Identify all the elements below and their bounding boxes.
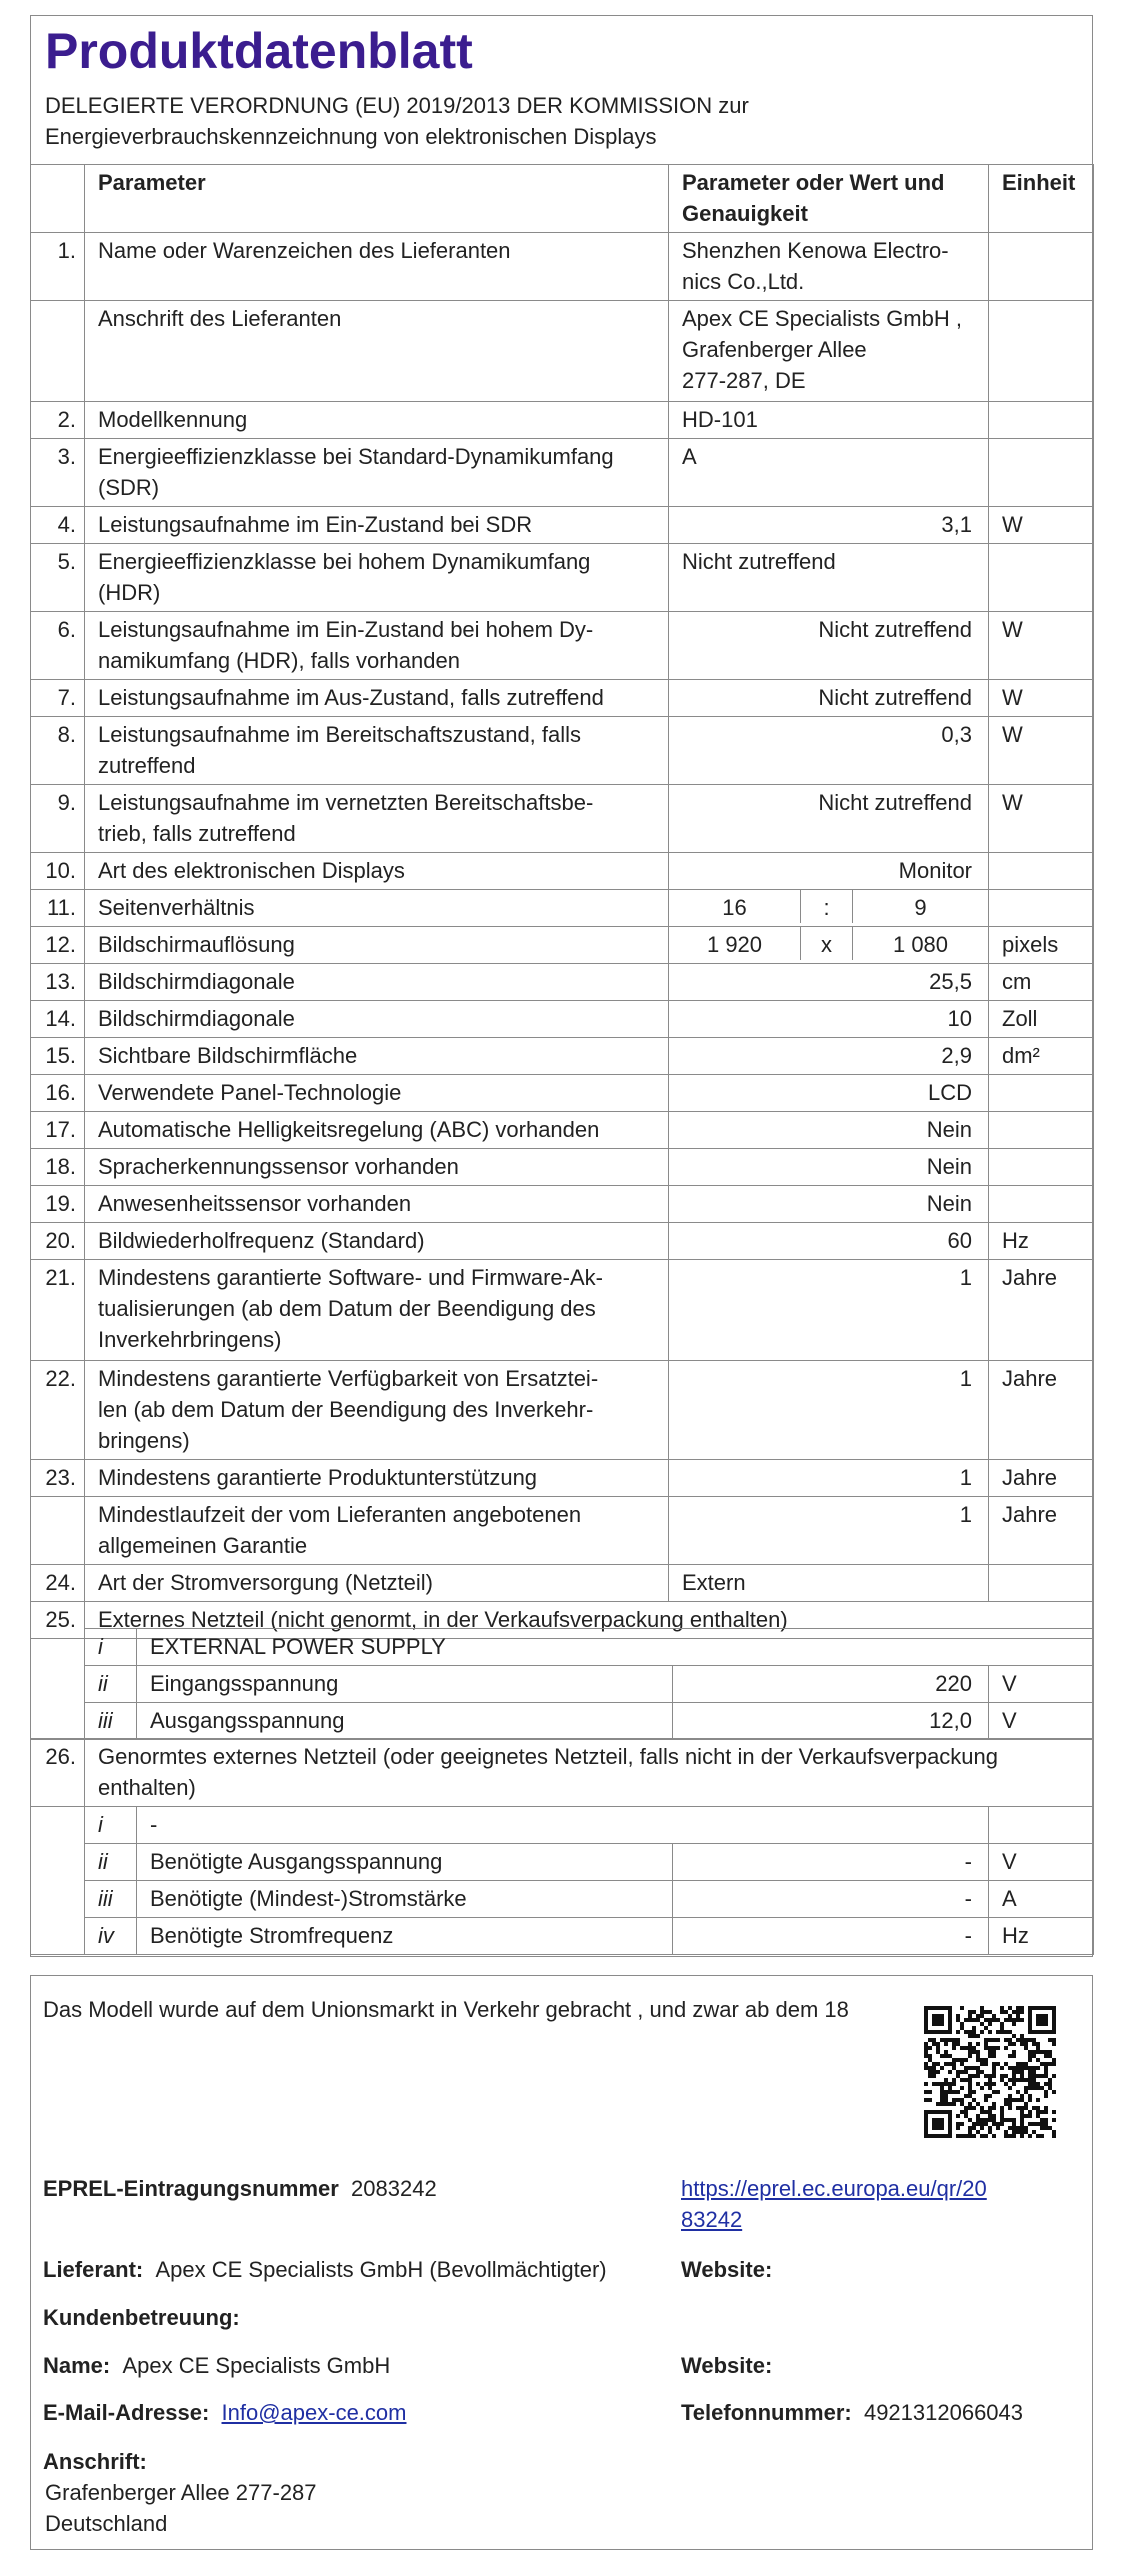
table-row: [31, 402, 1094, 439]
customer-support-label: Kundenbetreuung:: [43, 2305, 240, 2330]
value-cell: 2,9: [669, 1038, 989, 1075]
unit-cell: W: [989, 507, 1094, 544]
value-cell: 10: [669, 1001, 989, 1038]
std-psu-row: [31, 1918, 1094, 1955]
unit-cell: pixels: [989, 927, 1094, 964]
email-line: E-Mail-Adresse: Info@apex-ce.com: [43, 2400, 407, 2425]
parameter-cell: Mindestens garantierte Produktunterstützung: [85, 1460, 669, 1497]
parameter-cell: Sichtbare Bildschirmfläche: [85, 1038, 669, 1075]
row-number: 9.: [31, 785, 85, 853]
row-number: 23.: [31, 1460, 85, 1497]
unit-cell: W: [989, 717, 1094, 785]
unit-cell: [989, 439, 1094, 507]
table-row: [31, 717, 1094, 785]
psu-row: [31, 1703, 1094, 1740]
row-number: [31, 1703, 85, 1740]
unit-cell: Jahre: [989, 1460, 1094, 1497]
value-cell: 1: [669, 1260, 989, 1361]
row-number: 8.: [31, 717, 85, 785]
unit-cell: W: [989, 612, 1094, 680]
row-number: [31, 1629, 85, 1666]
row-number: 3.: [31, 439, 85, 507]
table-row: [31, 1739, 1094, 1807]
eprel-number: EPREL-Eintragungsnummer 2083242: [43, 2176, 437, 2201]
parameter-cell: Anschrift des Lieferanten: [85, 301, 669, 402]
value-cell: Nicht zutreffend: [669, 785, 989, 853]
sub-value: -: [673, 1844, 989, 1881]
row-number: 17.: [31, 1112, 85, 1149]
table-row: [31, 1223, 1094, 1260]
sub-value: -: [673, 1918, 989, 1955]
row-number: 22.: [31, 1361, 85, 1460]
row-number: 20.: [31, 1223, 85, 1260]
qr-code-icon[interactable]: [924, 2006, 1056, 2138]
subtitle-line: Energieverbrauchskennzeichnung von elektronischen Displays: [45, 124, 657, 149]
table-row: [31, 1149, 1094, 1186]
header-cell-number: [31, 165, 85, 233]
table-row: [31, 680, 1094, 717]
unit-cell: [989, 1149, 1094, 1186]
unit-cell: Jahre: [989, 1361, 1094, 1460]
value-cell: Nein: [669, 1112, 989, 1149]
unit-cell: [989, 1186, 1094, 1223]
sub-value: 12,0: [673, 1703, 989, 1740]
table-row: [31, 544, 1094, 612]
table-row: [31, 1075, 1094, 1112]
value-cell: A: [669, 439, 989, 507]
value-cell: LCD: [669, 1075, 989, 1112]
unit-cell: Jahre: [989, 1497, 1094, 1565]
row-number: 12.: [31, 927, 85, 964]
row-number: 14.: [31, 1001, 85, 1038]
table-row: [31, 439, 1094, 507]
parameter-cell: Leistungsaufnahme im Ein-Zustand bei hohem Dy- namikumfang (HDR), falls vorhanden: [85, 612, 669, 680]
row-number: 1.: [31, 233, 85, 301]
row-number: [31, 1666, 85, 1703]
table-row: [31, 1038, 1094, 1075]
value-cell: 1: [669, 1497, 989, 1565]
table-row: [31, 927, 1094, 964]
website-label: Website:: [681, 2257, 773, 2282]
parameter-cell: Leistungsaufnahme im vernetzten Bereitschaftsbe- trieb, falls zutreffend: [85, 785, 669, 853]
table-row: [31, 1460, 1094, 1497]
unit-cell: [989, 1075, 1094, 1112]
sub-index: iv: [85, 1918, 137, 1955]
row-number: [31, 1497, 85, 1565]
address-block: Anschrift: Grafenberger Allee 277-287 Deutschland: [43, 2449, 317, 2536]
contact-name: Name: Apex CE Specialists GmbH: [43, 2353, 391, 2378]
table-row: [31, 1260, 1094, 1361]
value-cell: 25,5: [669, 964, 989, 1001]
parameter-cell: Art der Stromversorgung (Netzteil): [85, 1565, 669, 1602]
parameter-cell: Bildschirmauflösung: [85, 927, 669, 964]
value-cell: Shenzhen Kenowa Electro- nics Co.,Ltd.: [669, 233, 989, 301]
standard-psu-table: [30, 1738, 1094, 1955]
parameter-cell: Bildwiederholfrequenz (Standard): [85, 1223, 669, 1260]
row-number: 19.: [31, 1186, 85, 1223]
sub-label: Benötigte Ausgangsspannung: [137, 1844, 673, 1881]
sub-index: iii: [85, 1703, 137, 1740]
sub-index: ii: [85, 1666, 137, 1703]
header-cell-value: Parameter oder Wert und Genauigkeit: [669, 165, 989, 233]
eprel-link[interactable]: https://eprel.ec.europa.eu/qr/20 83242: [681, 2176, 987, 2232]
parameter-cell: Genormtes externes Netzteil (oder geeignetes Netzteil, falls nicht in der Verkaufsverpackung enthalten): [85, 1739, 1094, 1807]
sub-label: Benötigte (Mindest-)Stromstärke: [137, 1881, 673, 1918]
sub-label: Ausgangsspannung: [137, 1703, 673, 1740]
sub-unit: A: [989, 1881, 1094, 1918]
supplier-info-box: [30, 1975, 1093, 2550]
psu-row: [31, 1666, 1094, 1703]
sub-index: iii: [85, 1881, 137, 1918]
table-row: [31, 853, 1094, 890]
row-number: 10.: [31, 853, 85, 890]
sub-label: EXTERNAL POWER SUPPLY: [137, 1629, 1094, 1666]
row-number: 5.: [31, 544, 85, 612]
value-cell: Apex CE Specialists GmbH , Grafenberger Allee 277-287, DE: [669, 301, 989, 402]
value-cell: 0,3: [669, 717, 989, 785]
table-row: [31, 964, 1094, 1001]
row-number: 13.: [31, 964, 85, 1001]
parameter-cell: Bildschirmdiagonale: [85, 964, 669, 1001]
table-row: [31, 785, 1094, 853]
unit-cell: [989, 890, 1094, 927]
unit-cell: [989, 402, 1094, 439]
parameter-cell: Art des elektronischen Displays: [85, 853, 669, 890]
market-placement-text: Das Modell wurde auf dem Unionsmarkt in Verkehr gebracht , und zwar ab dem 18: [43, 1997, 849, 2022]
row-number: 7.: [31, 680, 85, 717]
value-cell: Nicht zutreffend: [669, 612, 989, 680]
value-cell: 3,1: [669, 507, 989, 544]
value-cell: 1 920 x 1 080: [669, 927, 989, 964]
sub-value: 220: [673, 1666, 989, 1703]
parameter-cell: Name oder Warenzeichen des Lieferanten: [85, 233, 669, 301]
sub-index: ii: [85, 1844, 137, 1881]
parameter-cell: Mindestens garantierte Verfügbarkeit von Ersatztei- len (ab dem Datum der Beendigung des Inverkehr- bringens): [85, 1361, 669, 1460]
table-row: [31, 1565, 1094, 1602]
parameter-cell: Mindestens garantierte Software- und Firmware-Ak- tualisierungen (ab dem Datum der Beendigung des Inverkehrbringens): [85, 1260, 669, 1361]
unit-cell: [989, 301, 1094, 402]
value-cell: Nicht zutreffend: [669, 544, 989, 612]
table-row: [31, 1186, 1094, 1223]
row-number: 4.: [31, 507, 85, 544]
row-number: 26.: [31, 1739, 85, 1807]
row-number: [31, 1881, 85, 1918]
row-number: 21.: [31, 1260, 85, 1361]
table-row: [31, 890, 1094, 927]
sub-unit: V: [989, 1666, 1094, 1703]
parameter-cell: Externes Netzteil (nicht genormt, in der Verkaufsverpackung enthalten): [85, 1602, 1094, 1639]
sub-unit: V: [989, 1703, 1094, 1740]
table-row: [31, 1361, 1094, 1460]
unit-cell: Hz: [989, 1223, 1094, 1260]
header-cell-parameter: Parameter: [85, 165, 669, 233]
sub-index: i: [85, 1807, 137, 1844]
regulation-subtitle: [45, 90, 1045, 152]
psu-row: [31, 1629, 1094, 1666]
external-psu-table: [30, 1628, 1094, 1740]
table-row: [31, 1497, 1094, 1565]
parameter-cell: Automatische Helligkeitsregelung (ABC) vorhanden: [85, 1112, 669, 1149]
row-number: [31, 1807, 85, 1844]
table-header-row: [31, 165, 1094, 233]
table-row: [31, 1001, 1094, 1038]
value-cell: 16 : 9: [669, 890, 989, 927]
value-cell: 1: [669, 1460, 989, 1497]
std-psu-row: [31, 1844, 1094, 1881]
row-number: [31, 301, 85, 402]
parameter-cell: Mindestlaufzeit der vom Lieferanten angebotenen allgemeinen Garantie: [85, 1497, 669, 1565]
sub-unit: Hz: [989, 1918, 1094, 1955]
sub-value: -: [673, 1881, 989, 1918]
table-row: [31, 301, 1094, 402]
parameter-cell: Bildschirmdiagonale: [85, 1001, 669, 1038]
supplier-line: Lieferant: Apex CE Specialists GmbH (Bevollmächtigter): [43, 2257, 607, 2282]
parameter-cell: Leistungsaufnahme im Aus-Zustand, falls zutreffend: [85, 680, 669, 717]
parameter-cell: Seitenverhältnis: [85, 890, 669, 927]
unit-cell: [989, 1565, 1094, 1602]
row-number: 15.: [31, 1038, 85, 1075]
website-label-2: Website:: [681, 2353, 773, 2378]
unit-cell: Zoll: [989, 1001, 1094, 1038]
unit-cell: [989, 544, 1094, 612]
value-cell: 60: [669, 1223, 989, 1260]
parameter-cell: Anwesenheitssensor vorhanden: [85, 1186, 669, 1223]
row-number: 18.: [31, 1149, 85, 1186]
sub-label: Eingangsspannung: [137, 1666, 673, 1703]
unit-cell: cm: [989, 964, 1094, 1001]
sub-label: -: [137, 1807, 989, 1844]
table-row: [31, 612, 1094, 680]
std-psu-row: [31, 1881, 1094, 1918]
parameter-cell: Leistungsaufnahme im Ein-Zustand bei SDR: [85, 507, 669, 544]
email-link[interactable]: Info@apex-ce.com: [221, 2400, 407, 2425]
parameter-cell: Verwendete Panel-Technologie: [85, 1075, 669, 1112]
value-cell: Nein: [669, 1186, 989, 1223]
row-number: 25.: [31, 1602, 85, 1639]
unit-cell: W: [989, 680, 1094, 717]
row-number: 24.: [31, 1565, 85, 1602]
unit-cell: dm²: [989, 1038, 1094, 1075]
parameter-cell: Spracherkennungssensor vorhanden: [85, 1149, 669, 1186]
parameter-cell: Energieeffizienzklasse bei Standard-Dynamikumfang (SDR): [85, 439, 669, 507]
value-cell: Monitor: [669, 853, 989, 890]
value-cell: Nein: [669, 1149, 989, 1186]
sub-unit: [989, 1807, 1094, 1844]
sub-unit: V: [989, 1844, 1094, 1881]
parameter-cell: Leistungsaufnahme im Bereitschaftszustand, falls zutreffend: [85, 717, 669, 785]
row-number: [31, 1918, 85, 1955]
std-psu-row: [31, 1807, 1094, 1844]
parameter-cell: Modellkennung: [85, 402, 669, 439]
value-cell: Nicht zutreffend: [669, 680, 989, 717]
unit-cell: W: [989, 785, 1094, 853]
unit-cell: Jahre: [989, 1260, 1094, 1361]
unit-cell: [989, 853, 1094, 890]
row-number: 16.: [31, 1075, 85, 1112]
table-row: [31, 1112, 1094, 1149]
table-row: [31, 507, 1094, 544]
page-title: Produktdatenblatt: [45, 23, 473, 79]
unit-cell: [989, 1112, 1094, 1149]
row-number: 2.: [31, 402, 85, 439]
parameter-cell: Energieeffizienzklasse bei hohem Dynamikumfang (HDR): [85, 544, 669, 612]
phone-line: Telefonnummer: 4921312066043: [681, 2400, 1024, 2425]
value-cell: Extern: [669, 1565, 989, 1602]
row-number: 6.: [31, 612, 85, 680]
header-cell-unit: Einheit: [989, 165, 1094, 233]
subtitle-line: DELEGIERTE VERORDNUNG (EU) 2019/2013 DER KOMMISSION zur: [45, 93, 749, 118]
row-number: [31, 1844, 85, 1881]
sub-index: i: [85, 1629, 137, 1666]
sub-label: Benötigte Stromfrequenz: [137, 1918, 673, 1955]
value-cell: 1: [669, 1361, 989, 1460]
row-number: 11.: [31, 890, 85, 927]
unit-cell: [989, 233, 1094, 301]
value-cell: HD-101: [669, 402, 989, 439]
parameter-table: [30, 164, 1094, 1639]
table-row: [31, 233, 1094, 301]
